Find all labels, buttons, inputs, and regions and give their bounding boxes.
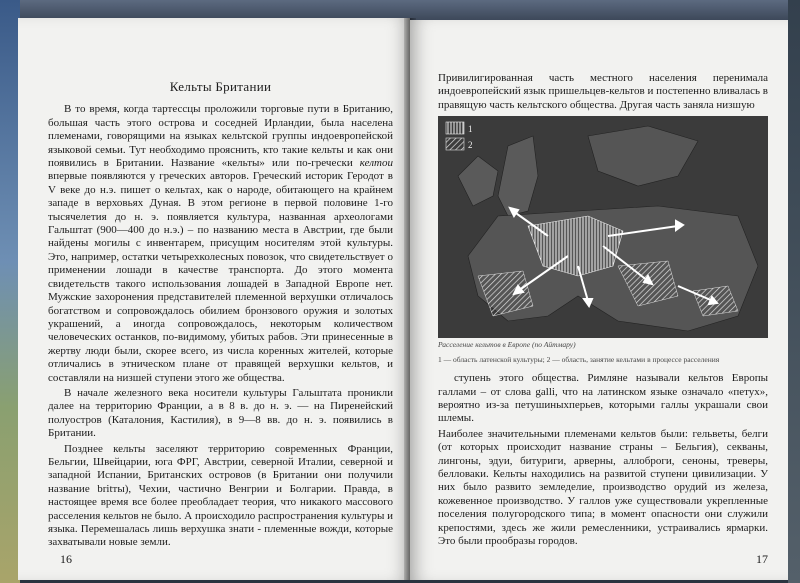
paragraph-1 — [48, 103, 393, 385]
paragraph-top: Привилигированная часть местного населения перенимала индоевропейский язык пришельцев-кельтов и постепенно вливалась в правящую часть кельтского общества. Другая часть заняла низшую — [438, 72, 768, 111]
page-number-left: 16 — [60, 551, 72, 566]
page-number-right: 17 — [756, 551, 768, 566]
map-legend-text: 1 — область латенской культуры; 2 — область, занятие кельтами в процессе расселения — [438, 355, 720, 365]
paragraph-after-map: ступень этого общества. Римляне называли кельтов Европы галлами – от слова galli, что на латинском языке означало «петух», вероятно из-за петушиныхперьев, которыми галлы украшали свои шлемы. — [438, 372, 768, 425]
paragraph-1-italic: келтои — [359, 157, 394, 170]
celtic-expansion-map — [438, 116, 768, 338]
left-page — [18, 18, 410, 580]
paragraph-1-text: В то время, когда тартессцы проложили торговые пути в Британию, большая часть этого острова и соседней Ирландии, была населена племенами, говорящими на языках кельтской группы индоевропейской языковой семьи. Тут необходимо прояснить, кто такие кельты и как они появились в Британии. Название «кельты» или по-гречески — [48, 103, 393, 170]
background-left — [0, 0, 20, 583]
paragraph-1-cont: впервые появляются у греческих авторов. Греческий историк Геродот в V веке до н.э. пишет о кельтах, как о народе, обитающего на крайнем западе в верховьях Дуная. В этом регионе в первой половине 1-го тысячелетия до н. э. появляется культура, названная археологами Гальштат (900—400 до н.э.) – по названию места в Австрии, где были найдены могилы с инвентарем, присущим носителям этой культуры. Это, например, остатки четырехколесных повозок, что свидетельствует о применении лошади в качестве транспорта. До этого момента свидетельств такого использования лошадей в Западной Европе нет. Мужские захоронения представителей племенной верхушки отличалось богатством и сопровождалось обилием бронзового оружия и золотых украшений, а иногда сопровождалось, некоторым количеством человеческих останков, по-видимому, убитых рабов. Эти принесенные в жертву люди были, скорее всего, из числа коренных жителей, которые отличались в этническом плане от правящей верхушки кельтов, и составляли на низшей ступени этого же общества. — [48, 170, 393, 384]
background-right — [788, 0, 800, 583]
right-page — [410, 20, 788, 580]
chapter-title: Кельты Британии — [169, 79, 272, 94]
paragraph-3: Позднее кельты заселяют территорию современных Франции, Бельгии, Швейцарии, юга ФРГ, Австрии, северной Италии, северной и западной Испании, Британских островов (в Британии они получили название britты), Чехии, частично Венгрии и Болгарии. Правда, в настоящее время все более преобладает теория, что никакого массового расселения кельтов не было. А происходило распространения культуры и языка. Перемешалась лишь верхушка знати - племенные вожди, которые захватывали новые земли. — [48, 442, 393, 549]
map-legend-2-label: 2 — [468, 140, 473, 151]
map-legend-1-label: 1 — [468, 124, 473, 135]
map-caption: Расселение кельтов в Европе (по Айтмару) — [438, 340, 576, 350]
paragraph-2: В начале железного века носители культуры Гальштата проникли далее на территорию Франции, а в 8 в. до н. э. — на Пиренейский полуостров (Каталония, Кастилия), в 9—8 вв. до н. э. появились в Британии. — [48, 386, 393, 440]
paragraph-tribes: Наиболее значительными племенами кельтов были: гельветы, белги (от которых происходит название страны – Бельгия), секваны, лингоны, эдуи, битуриги, арверны, аллоброги, сеноны, треверы, белловаки. Кельты находились на развитой ступени цивилизации. У них было развито земледелие, производство орудий из железа, кожевенное производство. У галлов уже существовали укрепленные поселения полугородского типа; в момент опасности они служили крепостями, здесь же жили ремесленники, устраивались ярмарки. Это были прообразы городов. — [438, 427, 768, 548]
